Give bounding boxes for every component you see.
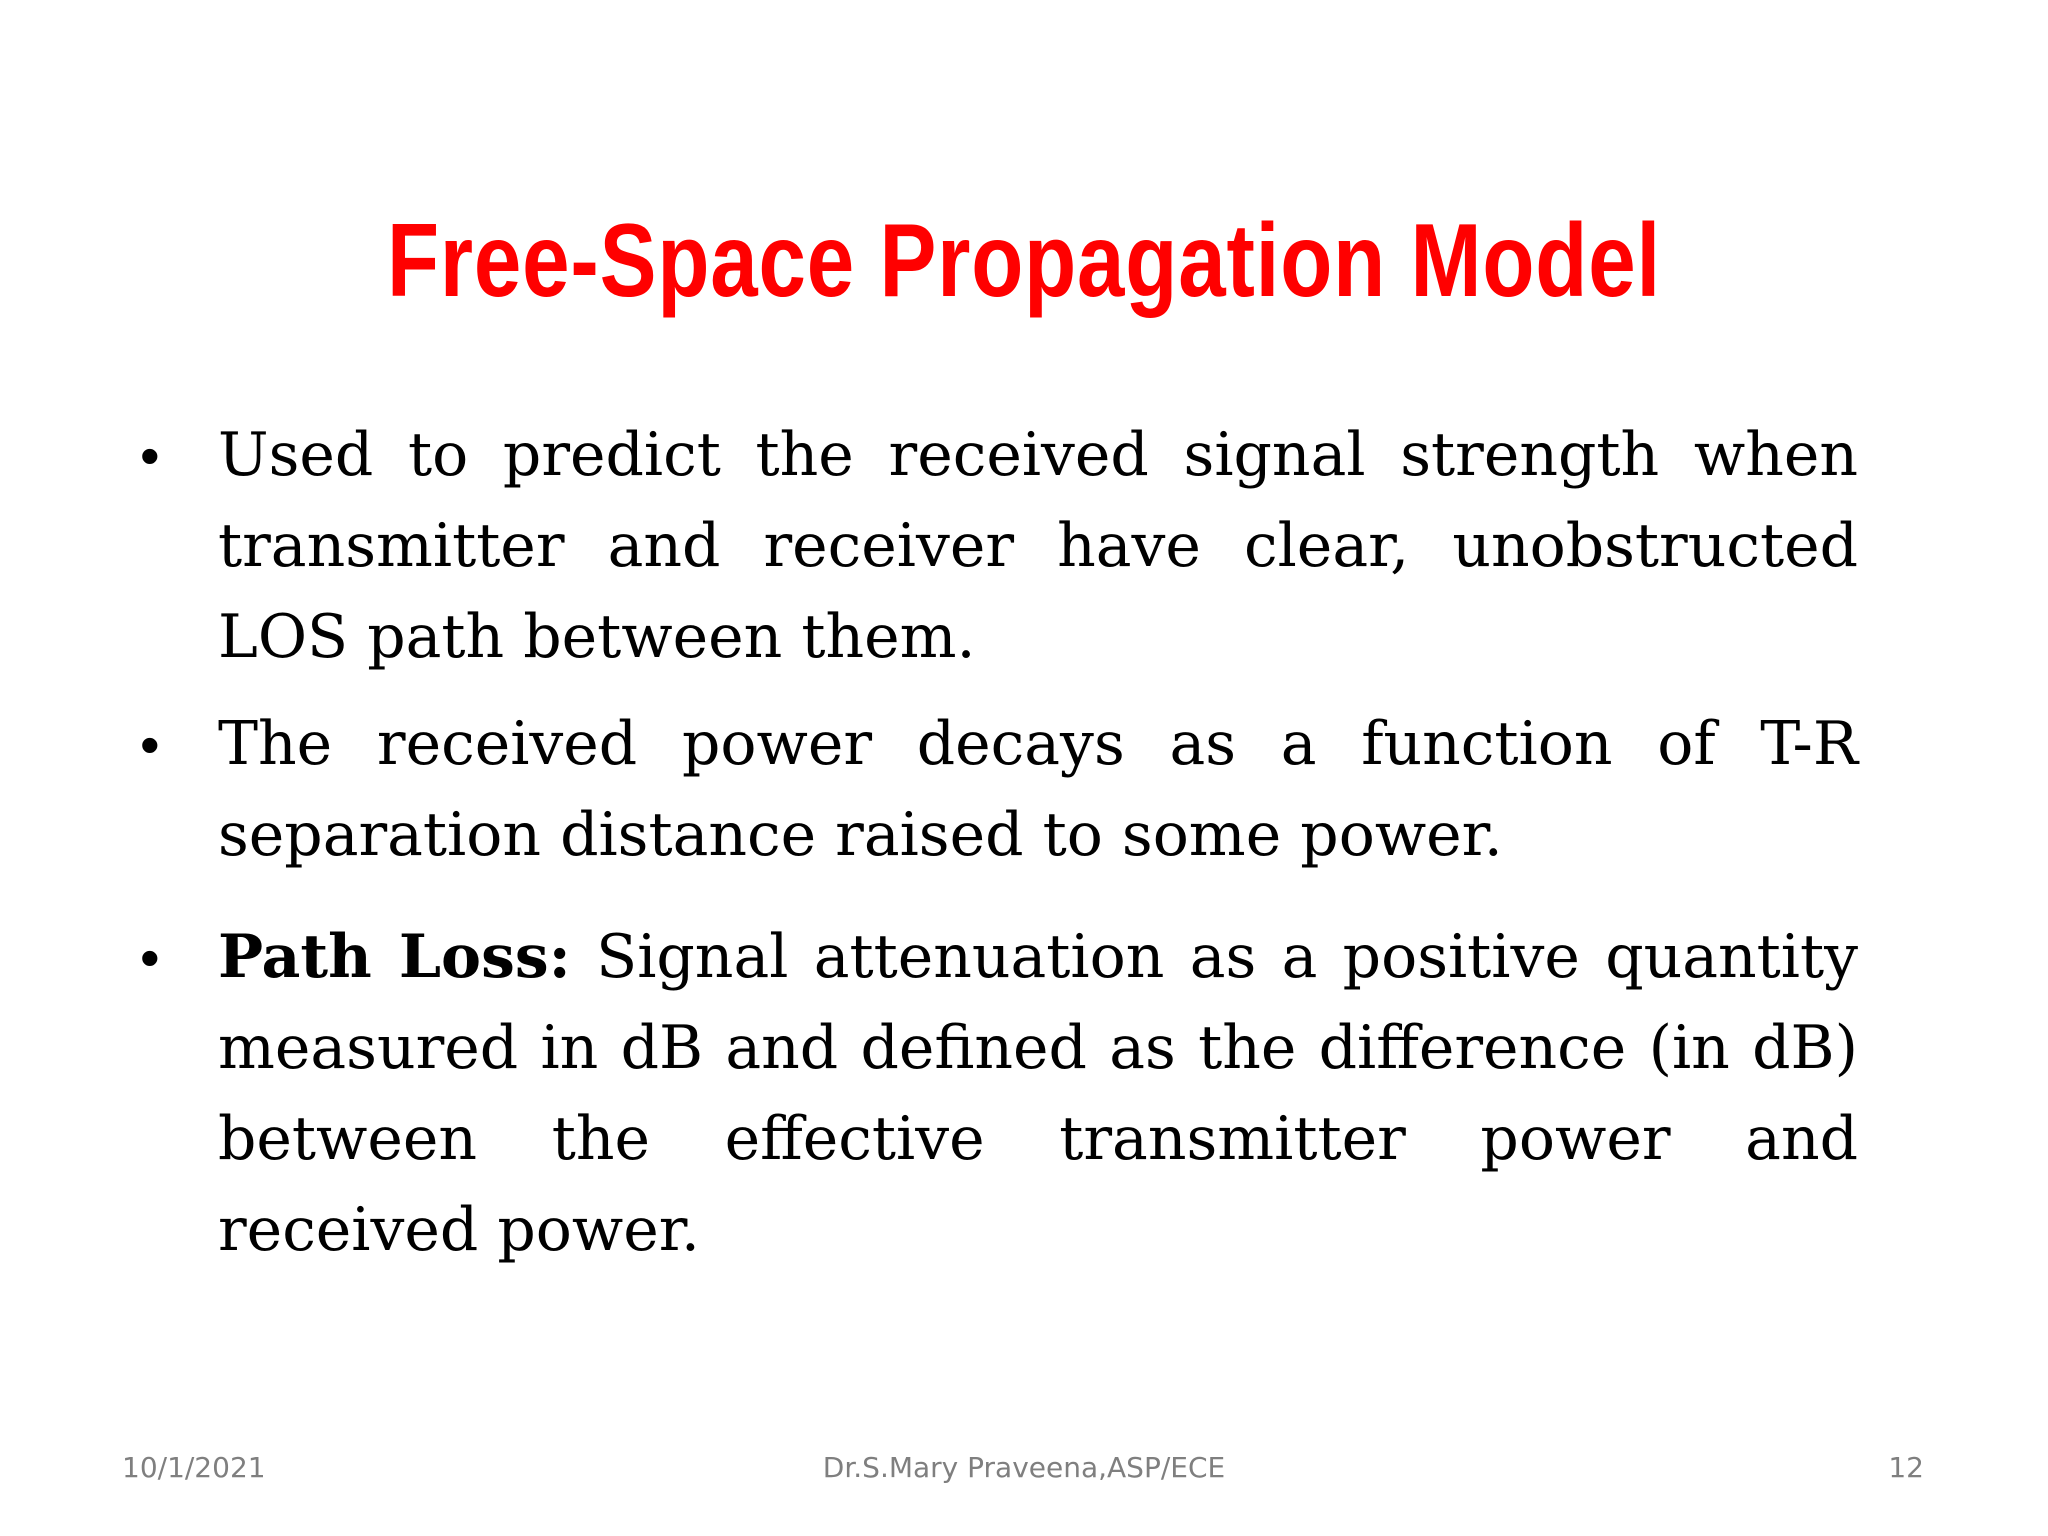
bullet-text: Used to predict the received signal strength when transmitter and receiver have clear, unobstructed LOS path between them. xyxy=(218,420,1858,672)
bullet-text: Signal attenuation as a positive quantity measured in dB and defined as the difference (in dB) between the effective transmitter power and received power. xyxy=(218,922,1858,1265)
bullet-dot-icon: • xyxy=(140,926,160,989)
footer-author: Dr.S.Mary Praveena,ASP/ECE xyxy=(822,1451,1226,1484)
bullet-item xyxy=(138,410,1858,683)
bullet-dot-icon: • xyxy=(140,424,160,487)
bullet-dot-icon: • xyxy=(140,713,160,776)
footer-date: 10/1/2021 xyxy=(122,1451,266,1484)
bullet-list xyxy=(138,410,1858,1276)
footer-page-number: 12 xyxy=(1888,1451,1924,1484)
slide-title: Free-Space Propagation Model xyxy=(387,203,1661,319)
bullet-item xyxy=(138,699,1858,896)
bullet-item xyxy=(138,912,1858,1276)
bullet-text: The received power decays as a function of T-R separation distance raised to some power. xyxy=(218,709,1858,870)
bullet-term: Path Loss: xyxy=(218,922,571,992)
